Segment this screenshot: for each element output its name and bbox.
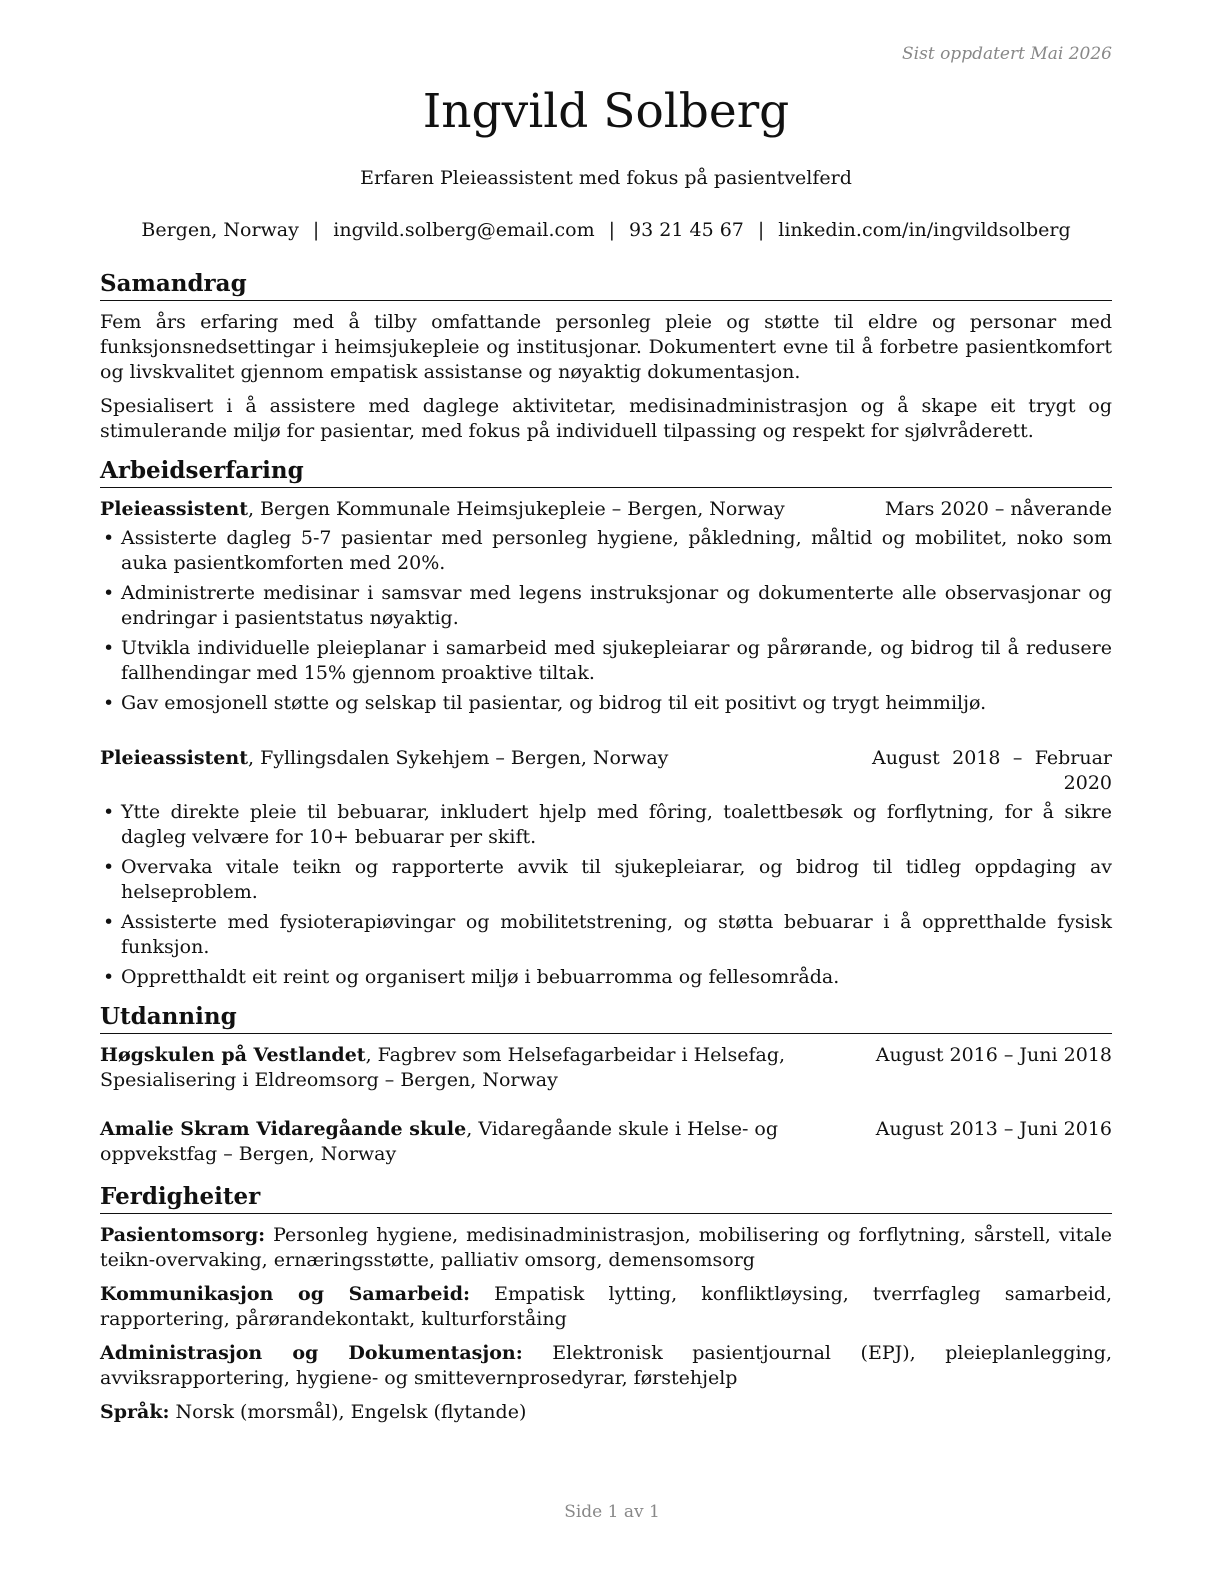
list-item: • Gav emosjonell støtte og selskap til pasientar, og bidrog til eit positivt og trygt heimmiljø. [100,691,1112,716]
job-employer: , Bergen Kommunale Heimsjukepleie – Bergen, Norway [247,498,785,520]
skill-text: Personleg hygiene, medisinadministrasjon, mobilisering og forflytning, sårstell, vitale teikn-overvaking, ernæringsstøtte, palliativ omsorg, demensomsorg [100,1224,1112,1271]
list-item: • Overvaka vitale teikn og rapporterte avvik til sjukepleiarar, og bidrog til tidleg oppdaging av helseproblem. [100,855,1112,905]
section-heading: Utdanning [100,1001,1112,1034]
skill-row [100,1341,1112,1391]
skill-label: Pasientomsorg: [100,1224,266,1246]
job-dates: August 2018 – Februar 2020 [872,747,1112,794]
skill-label: Språk: [100,1401,170,1423]
skills-section [100,1181,1112,1425]
degree-detail: , Vidaregåande skule i Helse- og oppvekstfag – Bergen, Norway [100,1118,779,1165]
skill-text: Empatisk lytting, konfliktløysing, tverrfagleg samarbeid, rapportering, pårørandekontakt, kulturforståing [100,1283,1112,1330]
section-heading: Ferdigheiter [100,1181,1112,1214]
education-entry [100,1043,1112,1093]
job-title: Pleieassistent [100,747,248,769]
summary-paragraph: Fem års erfaring med å tilby omfattande personleg pleie og støtte til eldre og personar med funksjonsnedsettingar i heimsjukepleie og institusjonar. Dokumentert evne til å forbetre pasientkomfort og livskvalitet gjennom empatisk assistanse og nøyaktig dokumentasjon. [100,311,1112,383]
job-entry [100,746,1112,990]
contact-linkedin[interactable]: linkedin.com/in/ingvildsolberg [778,219,1071,241]
skill-row [100,1400,1112,1425]
contact-phone: 93 21 45 67 [629,219,744,241]
list-item: • Utvikla individuelle pleieplanar i samarbeid med sjukepleiarar og pårørande, og bidrog til å redusere fallhendingar med 15% gjennom proaktive tiltak. [100,636,1112,686]
separator: | [312,219,320,241]
section-heading: Arbeidserfaring [100,455,1112,488]
skill-label: Administrasjon og Dokumentasjon: [100,1342,523,1364]
list-item: • Assisterte dagleg 5-7 pasientar med personleg hygiene, påkledning, måltid og mobilitet, noko som auka pasientkomforten med 20%. [100,526,1112,576]
skill-row [100,1223,1112,1273]
skill-text: Norsk (morsmål), Engelsk (flytande) [169,1401,527,1423]
job-bullets [100,800,1112,990]
job-title: Pleieassistent [100,498,248,520]
list-item: • Ytte direkte pleie til bebuarar, inkludert hjelp med fôring, toalettbesøk og forflytning, for å sikre dagleg velvære for 10+ bebuarar per skift. [100,800,1112,850]
list-item: • Administrerte medisinar i samsvar med legens instruksjonar og dokumenterte alle observasjonar og endringar i pasientstatus nøyaktig. [100,581,1112,631]
list-item: • Oppretthaldt eit reint og organisert miljø i bebuarromma og fellesområda. [100,965,1112,990]
separator: | [757,219,765,241]
contact-location: Bergen, Norway [141,219,299,241]
education-section [100,1001,1112,1167]
degree-detail: , Fagbrev som Helsefagarbeidar i Helsefag, Spesialisering i Eldreomsorg – Bergen, Norway [100,1044,786,1091]
contact-line [100,219,1112,241]
summary-paragraph: Spesialisert i å assistere med daglege aktivitetar, medisinadministrasjon og å skape eit trygt og stimulerande miljø for pasientar, med fokus på individuell tilpassing og respekt for sjølvråderett. [100,395,1112,442]
school-name: Amalie Skram Vidaregåande skule [100,1118,467,1140]
person-name: Ingvild Solberg [422,84,790,139]
skill-text: Elektronisk pasientjournal (EPJ), pleieplanlegging, avviksrapportering, hygiene- og smittevernprosedyrar, førstehjelp [100,1342,1112,1389]
job-employer: , Fyllingsdalen Sykehjem – Bergen, Norway [247,747,669,769]
education-dates: August 2016 – Juni 2018 [875,1044,1112,1066]
list-item: • Assisterte med fysioterapiøvingar og mobilitetstrening, og støtta bebuarar i å oppretthalde fysisk funksjon. [100,910,1112,960]
separator: | [608,219,616,241]
school-name: Høgskulen på Vestlandet [100,1044,366,1066]
contact-email[interactable]: ingvild.solberg@email.com [333,219,595,241]
skill-label: Kommunikasjon og Samarbeid: [100,1283,470,1305]
last-updated: Sist oppdatert Mai 2026 [902,44,1112,64]
education-entry [100,1117,1112,1167]
tagline: Erfaren Pleieassistent med fokus på pasientvelferd [360,167,852,189]
resume-content [100,268,1112,1429]
section-heading: Samandrag [100,268,1112,301]
job-bullets [100,526,1112,716]
skill-row [100,1282,1112,1332]
page-number: Side 1 av 1 [564,1502,660,1522]
summary-section [100,268,1112,444]
education-dates: August 2013 – Juni 2016 [875,1118,1112,1140]
job-entry [100,497,1112,716]
experience-section [100,455,1112,990]
job-dates: Mars 2020 – nåverande [884,498,1112,520]
